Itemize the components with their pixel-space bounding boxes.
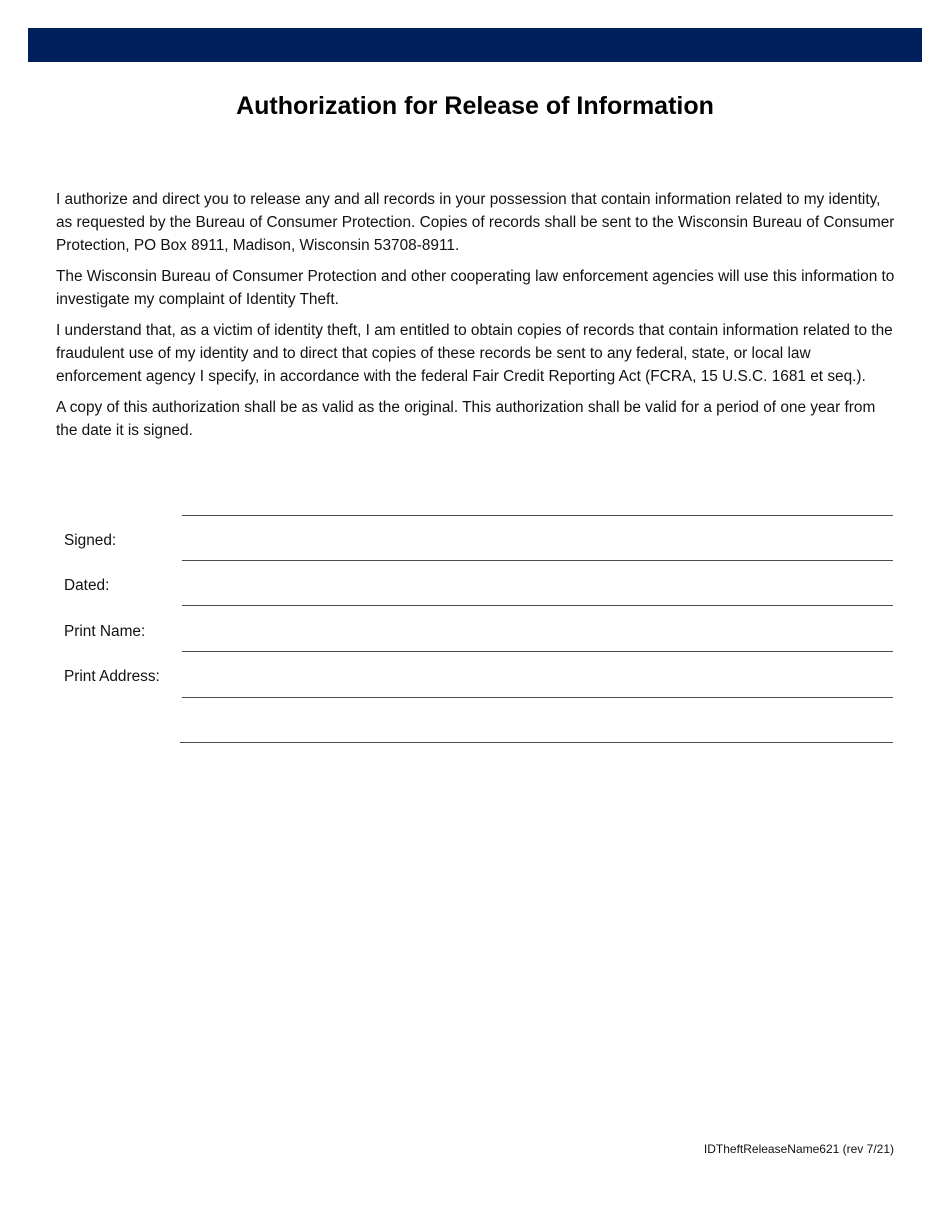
paragraph-investigation-use: The Wisconsin Bureau of Consumer Protection and other cooperating law enforcement agencies will use this information to investigate my complaint of Identity Theft. bbox=[56, 268, 895, 308]
body-text bbox=[56, 188, 898, 450]
header-bar bbox=[28, 28, 922, 62]
print-address-label: Print Address: bbox=[64, 668, 160, 685]
form-code-footer: IDTheftReleaseName621 (rev 7/21) bbox=[703, 1142, 894, 1156]
print-address-line[interactable] bbox=[182, 651, 893, 652]
print-name-label: Print Name: bbox=[64, 623, 146, 640]
dated-label: Dated: bbox=[64, 577, 110, 594]
signature-line[interactable] bbox=[182, 515, 893, 516]
paragraph-victim-rights: I understand that, as a victim of identity theft, I am entitled to obtain copies of records that contain information related to the fraudulent use of my identity and to direct that copies of these records be sent to any federal, state, or local law enforcement agency I specify, in accordance with the federal Fair Credit Reporting Act (FCRA, 15 U.S.C. 1681 et seq.). bbox=[56, 322, 893, 385]
signed-label: Signed: bbox=[64, 532, 117, 549]
dated-line[interactable] bbox=[182, 560, 893, 561]
address-line-3[interactable] bbox=[180, 742, 893, 743]
print-name-line[interactable] bbox=[182, 605, 893, 606]
paragraph-release-directive: I authorize and direct you to release any and all records in your possession that contain information related to my identity, as requested by the Bureau of Consumer Protection. Copies of records shall be sent to the Wisconsin Bureau of Consumer Protection, PO Box 8911, Madison, Wisconsin 53708-8911. bbox=[56, 191, 895, 254]
address-line-2[interactable] bbox=[182, 697, 893, 698]
paragraph-validity: A copy of this authorization shall be as valid as the original. This authorization shall be valid for a period of one year from the date it is signed. bbox=[56, 399, 876, 439]
page-title: Authorization for Release of Information bbox=[236, 92, 714, 120]
